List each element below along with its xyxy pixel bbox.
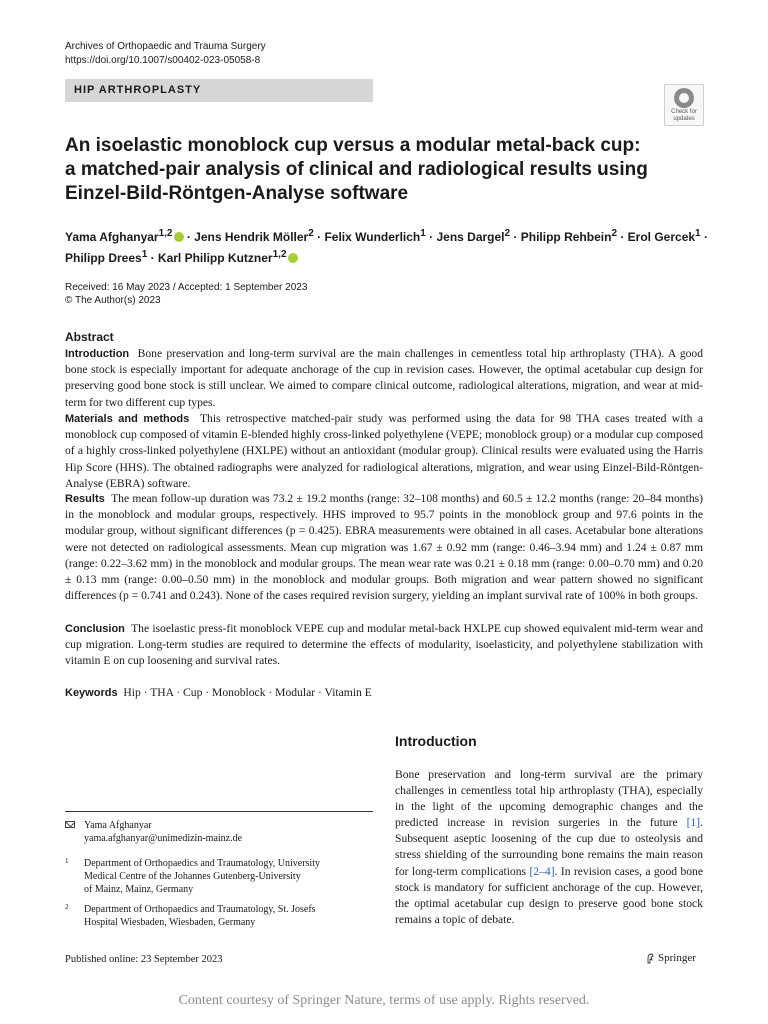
- springer-horse-icon: [646, 953, 655, 964]
- footnote-divider: [65, 811, 373, 812]
- abstract-results: Results The mean follow-up duration was 73.2 ± 19.2 months (range: 32–108 months) and 60.5 ± 12.2 months (range: 20–84 months) in the monoblock and modular groups, respectively. HHS improved to 95.7 points in the monoblock group and 97.6 points in the modular group, without significant differences (p = 0.425). EBRA measurements were obtained in all cases. Acetabular bone alterations were not detected on radiological assessments. Mean cup migration was 1.67 ± 0.92 mm (range: 0.46–3.94 mm) and 1.24 ± 0.87 mm (range: 0.22–3.62 mm) in the monoblock and modular groups. The mean wear rate was 0.21 ± 0.18 mm (range: 0.00–0.70 mm) and 0.20 ± 0.13 mm (range: 0.00–0.50 mm) in the monoblock and modular groups. Both migration and wear pattern showed no significant differences (p = 0.741 and 0.243). None of the cases required revision surgery, yielding an implant survival rate of 100% in both groups.: [65, 492, 703, 603]
- check-updates-icon: [674, 88, 694, 108]
- author-name[interactable]: Jens Hendrik Möller: [194, 230, 309, 244]
- abstract-introduction: Introduction Bone preservation and long-term survival are the main challenges in cementless total hip arthroplasty (THA). A good bone stock is especially important for adequate anchorage of the cup in revision cases. However, the optimal acetabular cup design for preserving good bone stock is still unclear. We aimed to compare clinical outcome, radiological alterations, migration, and wear at mid-term for two different cup types.: [65, 347, 704, 409]
- keywords: Keywords Hip · THA · Cup · Monoblock · Modular · Vitamin E: [65, 686, 372, 699]
- journal-header: [65, 40, 266, 68]
- author-name[interactable]: Felix Wunderlich: [324, 230, 421, 244]
- article-title: An isoelastic monoblock cup versus a modular metal-back cup: a matched-pair analysis of clinical and radiological results using Einzel-Bild-Röntgen-Analyse software: [65, 135, 648, 204]
- author-name[interactable]: Erol Gercek: [627, 230, 696, 244]
- check-for-updates-badge[interactable]: Check for updates: [664, 84, 704, 126]
- article-dates: Received: 16 May 2023 / Accepted: 1 September 2023 © The Author(s) 2023: [65, 282, 308, 306]
- author-name[interactable]: Jens Dargel: [436, 230, 505, 244]
- orcid-icon[interactable]: [288, 253, 298, 263]
- author-name[interactable]: Philipp Rehbein: [520, 230, 612, 244]
- doi-link[interactable]: https://doi.org/10.1007/s00402-023-05058-8: [65, 55, 261, 66]
- introduction-heading: Introduction: [395, 733, 477, 749]
- author-name[interactable]: Karl Philipp Kutzner: [157, 251, 273, 265]
- published-date: Published online: 23 September 2023: [65, 954, 223, 965]
- section-label: HIP ARTHROPLASTY: [74, 84, 202, 96]
- citation-link[interactable]: [1]: [686, 816, 701, 830]
- author-list: Yama Afghanyar$^{1,2}$ · Jens Hendrik Möller$^2$ · Felix Wunderlich$^1$ · Jens Dargel$^2$ · Philipp Rehbein$^2$ · Erol Gercek$^1$ · Philipp Drees$^1$ · Karl Philipp Kutzner$^{1,2}$: [65, 228, 708, 265]
- publisher-logo: Springer: [646, 952, 696, 964]
- abstract-heading: Abstract: [65, 330, 114, 344]
- corresponding-author: Yama Afghanyar: [84, 820, 152, 831]
- mail-icon: [65, 821, 75, 828]
- journal-name: Archives of Orthopaedic and Trauma Surgery: [65, 41, 266, 52]
- abstract-methods: Materials and methods This retrospective matched-pair study was performed using the data for 98 THA cases treated with a monoblock cup composed of vitamin E-blended highly cross-linked polyethylene (VEPE; monoblock group) or a modular cup composed of a highly cross-linked polyethylene (HXLPE) without an antioxidant (modular group). Clinical results were evaluated using the Harris Hip Score (HHS). The obtained radiographs were analyzed for radiological alterations, migration, and wear using Einzel-Bild-Röntgen-Analyse (EBRA) software.: [65, 412, 704, 490]
- author-name[interactable]: Philipp Drees: [65, 251, 142, 265]
- introduction-text: Bone preservation and long-term survival are the primary challenges in cementless total hip arthroplasty (THA), especially in the light of the upcoming demographic changes and the predicted increase in revision surgeries in the future [1]. Subsequent aseptic loosening of the cup due to osteolysis and stress shielding of the surrounding bone remains the main reason for long-term complications [2–4]. In revision cases, a good bone stock is mandatory for sufficient anchorage of the cup. However, the optimal acetabular cup design to preserve good bone stock remains a topic of debate.: [395, 768, 703, 926]
- author-name[interactable]: Yama Afghanyar: [65, 230, 159, 244]
- citation-link[interactable]: [2–4]: [529, 864, 555, 878]
- email-link[interactable]: yama.afghanyar@unimedizin-mainz.de: [84, 833, 243, 844]
- courtesy-notice: Content courtesy of Springer Nature, terms of use apply. Rights reserved.: [178, 993, 590, 1008]
- abstract-conclusion: Conclusion The isoelastic press-fit monoblock VEPE cup and modular metal-back HXLPE cup showed equivalent mid-term wear and cup migration. Long-term studies are required to determine the effects of modularity, isoelasticity, and polyethylene stabilization with vitamin E on cup loosening and survival rates.: [65, 622, 704, 668]
- orcid-icon[interactable]: [174, 232, 184, 242]
- section-band: [65, 79, 373, 102]
